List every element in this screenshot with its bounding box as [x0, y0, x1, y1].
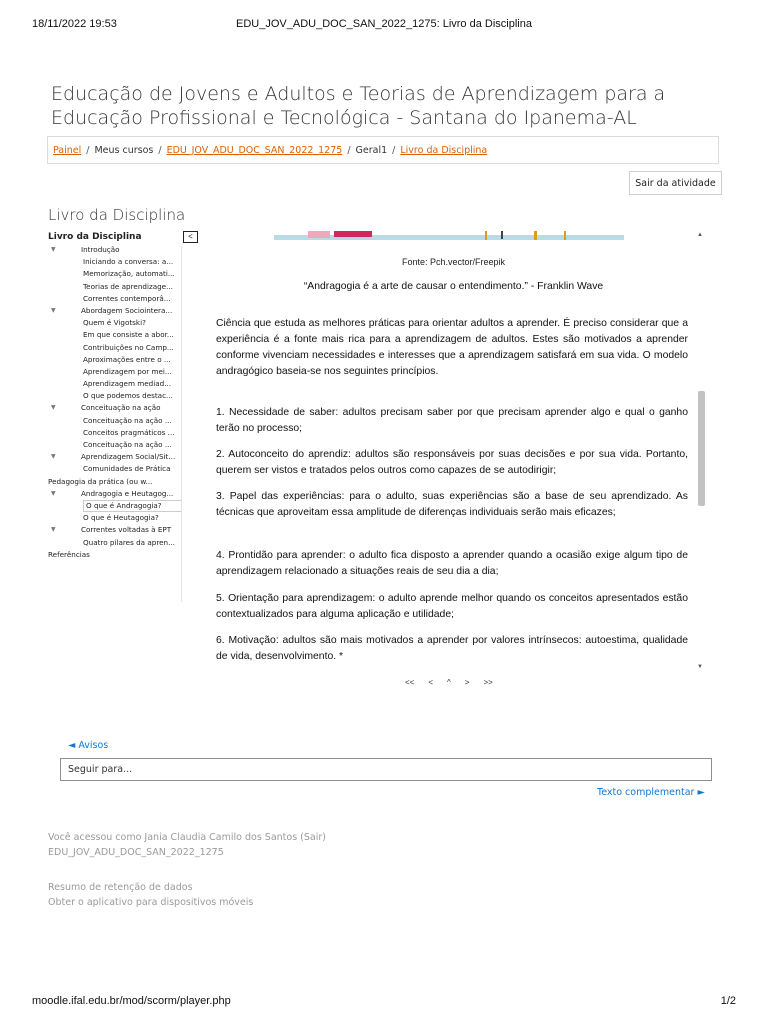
toc-divider [181, 246, 182, 602]
toc-item[interactable] [48, 415, 182, 427]
toc-item-label: Quatro pilares da apren... [83, 537, 175, 547]
toc-item-label: O que é Heutagogia? [83, 513, 159, 523]
toc-item[interactable] [48, 512, 182, 524]
toc-item-label: O que é Andragogia? [83, 500, 182, 512]
toc-collapse-button[interactable]: < [183, 231, 198, 243]
toc-item-label: Comunidades de Prática [83, 464, 171, 474]
toc-item-label: O que podemos destac... [83, 391, 173, 401]
breadcrumb-separator: / [86, 145, 90, 156]
toc-item-label: Conceituação na ação [81, 403, 161, 413]
expand-arrow-icon[interactable]: ▼ [51, 306, 56, 314]
toc-item-label: Aprendizagem Social/Sit... [81, 452, 176, 462]
lesson-quote: “Andragogia é a arte de causar o entendimento.” - Franklin Wave [303, 281, 604, 292]
toc-item[interactable] [48, 439, 182, 451]
breadcrumb-painel[interactable]: Painel [53, 145, 82, 156]
toc-item[interactable] [48, 476, 182, 488]
pager-next-button[interactable]: > [464, 678, 470, 687]
toc-item[interactable] [48, 293, 182, 305]
toc-item-label: Quem é Vigotski? [83, 318, 146, 328]
print-url: moodle.ifal.edu.br/mod/scorm/player.php [32, 995, 231, 1007]
toc-item[interactable] [48, 390, 182, 402]
toc-item[interactable] [48, 317, 182, 329]
toc-list [48, 244, 182, 561]
activity-heading: Livro da Disciplina [48, 206, 186, 224]
toc-item[interactable] [48, 402, 182, 414]
toc-item[interactable] [48, 549, 182, 561]
course-title: Educação de Jovens e Adultos e Teorias de Aprendizagem para a Educação Profissional e Tecnológica - Santana do Ipanema-AL [51, 83, 666, 129]
toc-item[interactable] [48, 342, 182, 354]
print-datetime: 18/11/2022 19:53 [32, 18, 117, 30]
toc-item[interactable] [48, 451, 182, 463]
data-retention-link[interactable]: Resumo de retenção de dados [48, 882, 193, 893]
toc-item[interactable] [48, 329, 182, 341]
toc-item[interactable] [48, 500, 182, 512]
toc-item[interactable] [48, 488, 182, 500]
toc-item[interactable] [48, 366, 182, 378]
logged-in-text[interactable]: Você acessou como Jania Claudia Camilo dos Santos (Sair) [48, 832, 326, 843]
toc-item-label: Pedagogia da prática (ou w... [48, 476, 153, 486]
toc-item-label: Contribuições no Camp... [83, 342, 174, 352]
breadcrumb-separator: / [347, 145, 351, 156]
toc-item[interactable] [48, 354, 182, 366]
image-caption: Fonte: Pch.vector/Freepik [401, 257, 506, 267]
mobile-app-link[interactable]: Obter o aplicativo para dispositivos móveis [48, 897, 254, 908]
toc-title: Livro da Disciplina [48, 232, 142, 242]
expand-arrow-icon[interactable]: ▼ [51, 526, 56, 534]
lesson-illustration [274, 231, 624, 241]
toc-item[interactable] [48, 256, 182, 268]
print-page-number: 1/2 [720, 995, 736, 1007]
next-activity-link[interactable]: Texto complementar ► [597, 787, 705, 798]
toc-item-label: Conceituação na ação ... [83, 440, 172, 449]
pager-prev-button[interactable]: < [428, 678, 434, 687]
principle-item: 4. Prontidão para aprender: o adulto fica disposto a aprender quando a ocasião exige algum tipo de aprendizagem relacionado a situações reais de seu dia a dia; [216, 550, 688, 578]
expand-arrow-icon[interactable]: ▼ [51, 404, 56, 412]
toc-item-label: Em que consiste a abor... [83, 330, 174, 340]
toc-item[interactable] [48, 427, 182, 439]
breadcrumb-meus-cursos: Meus cursos [94, 145, 154, 156]
breadcrumb-separator: / [392, 145, 396, 156]
scroll-down-icon[interactable]: ▼ [697, 664, 703, 670]
toc-item[interactable] [48, 244, 182, 256]
toc-item[interactable] [48, 537, 182, 549]
toc-item[interactable] [48, 463, 182, 475]
toc-item-label: Abordagem Sociointera... [81, 305, 173, 315]
toc-item-label: Conceitos pragmáticos ... [83, 427, 175, 437]
toc-item-label: Aprendizagem mediad... [83, 379, 172, 389]
toc-item-label: Aprendizagem por mei... [83, 366, 172, 376]
toc-item-label: Teorias de aprendizage... [83, 281, 173, 291]
expand-arrow-icon[interactable]: ▼ [51, 453, 56, 461]
principle-item: 6. Motivação: adultos são mais motivados a aprender por valores intrínsecos: autoestima, qualidade de vida, desenvolvimento. * [216, 635, 688, 663]
table-of-contents [48, 231, 182, 561]
principle-item: 1. Necessidade de saber: adultos precisam saber por que precisam aprender algo e qual o ganho terão no processo; [216, 407, 688, 435]
exit-activity-button[interactable]: Sair da atividade [629, 171, 722, 195]
toc-item-label: Iniciando a conversa: a... [83, 257, 174, 267]
principle-item: 2. Autoconceito do aprendiz: adultos são responsáveis por suas decisões e por sua vida. Portanto, querem ser vistos e tratados pelos outros como capazes de se autodirigir; [216, 449, 688, 477]
expand-arrow-icon[interactable]: ▼ [51, 246, 56, 253]
toc-item[interactable] [48, 305, 182, 317]
lesson-paragraph: Ciência que estuda as melhores práticas para orientar adultos a aprender. É preciso considerar que a experiência é a fonte mais rica para a aprendizagem de adultos. Estes são motivados a aprender conforme vivenciam necessidades e interesses que a aprendizagem satisfará em sua vida. O modelo andragógico baseia-se nos seguintes princípios. [216, 318, 688, 378]
breadcrumb-geral: Geral1 [355, 145, 388, 156]
breadcrumb-course[interactable]: EDU_JOV_ADU_DOC_SAN_2022_1275 [166, 145, 343, 156]
toc-item-label: Memorização, automati... [83, 269, 175, 279]
toc-item-label: Andragogia e Heutagog... [81, 488, 174, 498]
principle-item: 5. Orientação para aprendizagem: o adulto aprende melhor quando os conceitos apresentados estão contextualizados para alguma aplicação e utilidade; [216, 593, 688, 621]
scroll-up-icon[interactable]: ▲ [697, 232, 703, 238]
breadcrumb-livro[interactable]: Livro da Disciplina [400, 145, 488, 156]
principle-item: 3. Papel das experiências: para o adulto, suas experiências são a base de seu aprendizado. As técnicas que aproveitam essa amplitude de diferenças individuais serão mais eficazes; [216, 491, 688, 519]
toc-item[interactable] [48, 524, 182, 536]
toc-item[interactable] [48, 281, 182, 293]
prev-activity-link[interactable]: ◄ Avisos [68, 740, 109, 751]
toc-item-label: Correntes voltadas à EPT [81, 525, 172, 535]
jump-to-select[interactable]: Seguir para... [60, 758, 712, 781]
lesson-content [210, 231, 697, 671]
login-info [48, 830, 326, 860]
toc-item-label: Correntes contemporâ... [83, 293, 171, 303]
toc-item[interactable] [48, 378, 182, 390]
scrollbar-thumb[interactable] [698, 391, 705, 506]
pager-first-button[interactable]: << [405, 678, 415, 687]
pager-last-button[interactable]: >> [483, 678, 493, 687]
expand-arrow-icon[interactable]: ▼ [51, 489, 56, 497]
toc-item-label: Aproximações entre o ... [83, 354, 171, 364]
toc-item-label: Introdução [81, 245, 120, 254]
toc-item[interactable] [48, 268, 182, 280]
toc-item-label: Referências [48, 549, 90, 559]
breadcrumb [47, 136, 719, 164]
breadcrumb-separator: / [158, 145, 162, 156]
print-document-title: EDU_JOV_ADU_DOC_SAN_2022_1275: Livro da Disciplina [236, 18, 532, 30]
pager-up-button[interactable]: ^ [447, 678, 451, 687]
footer-links [48, 880, 253, 910]
toc-item-label: Conceituação na ação ... [83, 415, 172, 425]
footer-course-code[interactable]: EDU_JOV_ADU_DOC_SAN_2022_1275 [48, 847, 224, 858]
content-scrollbar[interactable] [696, 231, 706, 671]
sco-pager [405, 678, 507, 687]
